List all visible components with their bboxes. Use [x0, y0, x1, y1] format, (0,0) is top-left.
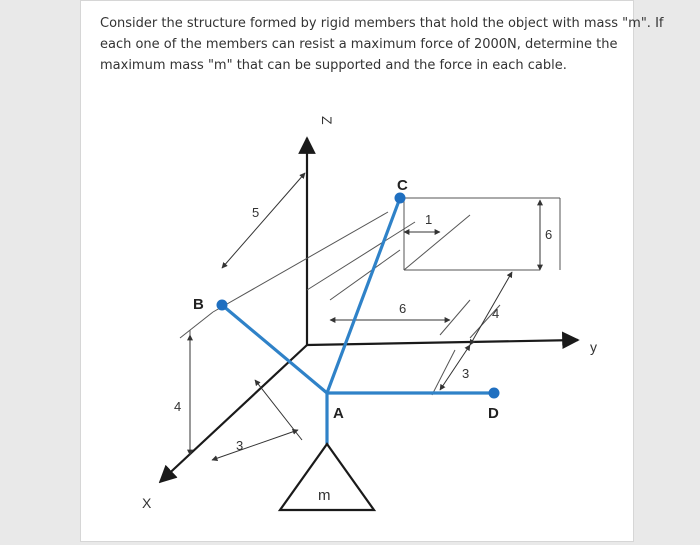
joint-B	[217, 300, 228, 311]
x-axis-label: X	[142, 495, 152, 511]
problem-line-1: Consider the structure formed by rigid members that hold the object with mass "m". If	[100, 16, 664, 31]
dim-diagonal-arrow	[255, 380, 302, 440]
member-AB	[222, 305, 327, 393]
x-axis	[160, 345, 307, 482]
point-B-label: B	[193, 296, 204, 313]
dim-1-label: 1	[425, 212, 433, 227]
dim-5-arrow	[222, 173, 305, 268]
point-A-label: A	[333, 405, 344, 422]
dim-3-left-label: 3	[236, 438, 244, 453]
y-axis-label: y	[590, 339, 597, 355]
dim-6-mid-label: 6	[399, 301, 407, 316]
dim-3-left-arrow	[212, 430, 298, 460]
dim-6-right-label: 6	[545, 227, 553, 242]
member-AC	[327, 198, 400, 393]
problem-line-2: each one of the members can resist a maximum force of 2000N, determine the	[100, 37, 618, 52]
dim-3-right-label: 3	[462, 366, 470, 381]
dim-4-right-arrow	[470, 272, 512, 345]
joint-D	[489, 388, 500, 399]
problem-line-3: maximum mass "m" that can be supported and the force in each cable.	[100, 58, 567, 73]
construction-lines	[180, 198, 560, 455]
z-axis-label: Z	[319, 116, 335, 125]
point-C-label: C	[397, 177, 408, 194]
dim-5-label: 5	[252, 205, 260, 220]
members	[222, 198, 494, 444]
dim-4-right-label: 4	[492, 306, 500, 321]
point-D-label: D	[488, 405, 499, 422]
mass-label: m	[318, 487, 331, 504]
joint-C	[395, 193, 406, 204]
dim-4-left-label: 4	[174, 399, 182, 414]
